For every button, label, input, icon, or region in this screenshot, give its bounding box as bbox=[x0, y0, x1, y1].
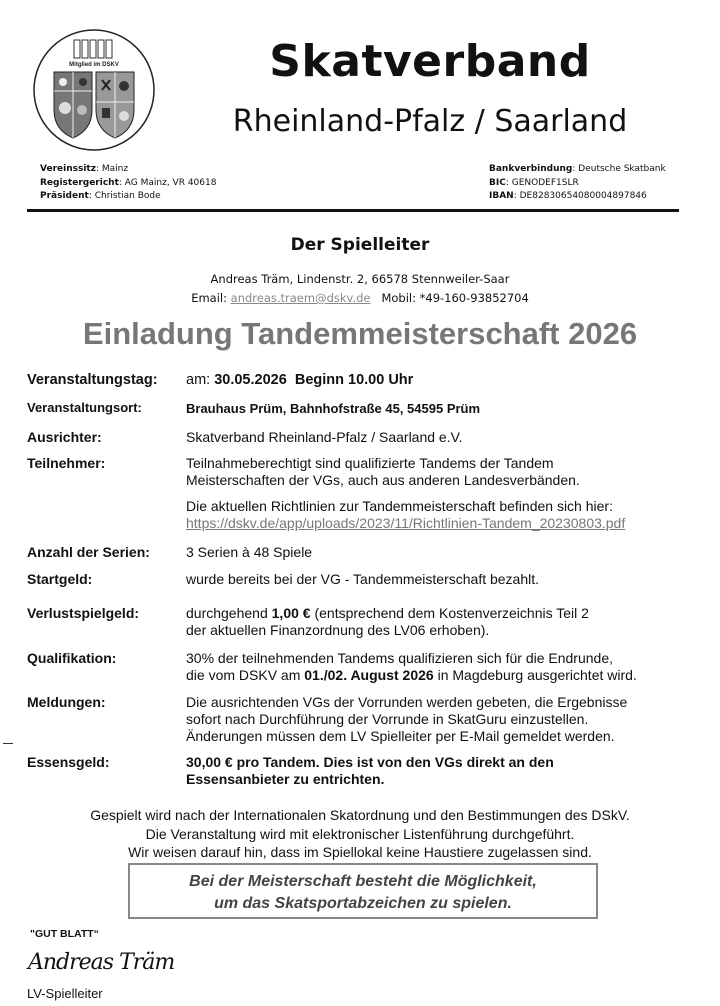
value-ausrichter: Skatverband Rheinland-Pfalz / Saarland e.V. bbox=[186, 429, 463, 445]
label-verlustspielgeld: Verlustspielgeld: bbox=[27, 605, 140, 621]
label-ausrichter: Ausrichter: bbox=[27, 429, 102, 445]
value-qualifikation: 30% der teilnehmenden Tandems qualifizieren sich für die Endrunde, die vom DSKV am 01./02. August 2026 in Magdeburg ausgerichtet wird. bbox=[186, 650, 637, 683]
contact-address: Andreas Träm, Lindenstr. 2, 66578 Stennweiler-Saar bbox=[210, 272, 510, 286]
meta-row: Präsident: Christian Bode bbox=[40, 191, 161, 201]
sportabzeichen-callout: Bei der Meisterschaft besteht die Möglichkeit, um das Skatsportabzeichen zu spielen. bbox=[128, 863, 598, 919]
closing-greeting: "GUT BLATT“ bbox=[30, 928, 99, 940]
value-verlustspielgeld: durchgehend 1,00 € (entsprechend dem Kostenverzeichnis Teil 2 der aktuellen Finanzordnung des LV06 erhoben). bbox=[186, 605, 589, 638]
meta-row: Registergericht: AG Mainz, VR 40618 bbox=[40, 177, 217, 188]
rules-notice: Gespielt wird nach der Internationalen Skatordnung und den Bestimmungen des DSkV. Die Veranstaltung wird mit elektronischer Listenführung durchgeführt. Wir weisen darauf hin, dass im Spiellokal keine Haustiere zugelassen sind. bbox=[90, 807, 630, 860]
label-veranstaltungstag: Veranstaltungstag: bbox=[27, 372, 158, 388]
signer-role: LV-Spielleiter bbox=[27, 986, 103, 1001]
label-qualifikation: Qualifikation: bbox=[27, 650, 117, 666]
org-subtitle: Rheinland-Pfalz / Saarland bbox=[232, 104, 628, 139]
page-title: Einladung Tandemmeisterschaft 2026 bbox=[82, 316, 638, 351]
value-essensgeld: 30,00 € pro Tandem. Dies ist von den VGs direkt an den Essensanbieter zu entrichten. bbox=[186, 754, 554, 787]
value-veranstaltungstag: am: 30.05.2026 Beginn 10.00 Uhr bbox=[186, 372, 414, 388]
label-meldungen: Meldungen: bbox=[27, 694, 106, 710]
label-veranstaltungsort: Veranstaltungsort: bbox=[27, 400, 142, 415]
header-divider bbox=[27, 209, 679, 212]
value-startgeld: wurde bereits bei der VG - Tandemmeisterschaft bezahlt. bbox=[186, 571, 540, 587]
guidelines-link[interactable]: https://dskv.de/app/uploads/2023/11/Richtlinien-Tandem_20230803.pdf bbox=[186, 515, 626, 531]
mobile-number: Mobil: *49-160-93852704 bbox=[381, 291, 529, 305]
contact-line bbox=[0, 291, 720, 305]
value-anzahl-serien: 3 Serien à 48 Spiele bbox=[186, 544, 313, 560]
logo-caption: Mitglied im DSKV bbox=[69, 62, 119, 68]
meta-row: Bankverbindung: Deutsche Skatbank bbox=[489, 164, 666, 174]
value-veranstaltungsort: Brauhaus Prüm, Bahnhofstraße 45, 54595 Prüm bbox=[186, 401, 481, 416]
meta-row: IBAN: DE82830654080004897846 bbox=[489, 191, 647, 201]
label-teilnehmer: Teilnehmer: bbox=[27, 455, 106, 471]
org-title: Skatverband bbox=[269, 36, 591, 87]
meta-row: BIC: GENODEF1SLR bbox=[489, 177, 579, 188]
coat-of-arms-saarland-icon bbox=[96, 72, 134, 138]
org-bank-info bbox=[489, 163, 666, 204]
value-teilnehmer: Teilnahmeberechtigt sind qualifizierte Tandems der Tandem Meisterschaften der VGs, auch aus anderen Landesverbänden. Die aktuellen Richtlinien zur Tandemmeisterschaft befinden sich hier: https://dskv.de/app/uploads/2023/11/Richtlinien-Tandem_20230803.pdf bbox=[186, 455, 686, 532]
cards-icon bbox=[74, 40, 112, 58]
email-label: Email: bbox=[191, 291, 227, 305]
margin-mark bbox=[3, 743, 13, 744]
section-title: Der Spielleiter bbox=[290, 235, 430, 255]
dskv-logo bbox=[32, 28, 156, 152]
value-meldungen: Die ausrichtenden VGs der Vorrunden werden gebeten, die Ergebnisse sofort nach Durchführung der Vorrunde in SkatGuru einzustellen. Änderungen müssen dem LV Spielleiter per E-Mail gemeldet werden. bbox=[186, 694, 628, 744]
email-link[interactable]: andreas.traem@dskv.de bbox=[230, 291, 371, 305]
label-essensgeld: Essensgeld: bbox=[27, 754, 110, 770]
label-startgeld: Startgeld: bbox=[27, 571, 93, 587]
signature: Andreas Träm bbox=[28, 950, 175, 975]
meta-row: Vereinssitz: Mainz bbox=[40, 164, 129, 174]
coat-of-arms-rlp-icon bbox=[54, 72, 92, 138]
org-registration-info bbox=[40, 163, 216, 204]
label-anzahl-serien: Anzahl der Serien: bbox=[27, 544, 150, 560]
